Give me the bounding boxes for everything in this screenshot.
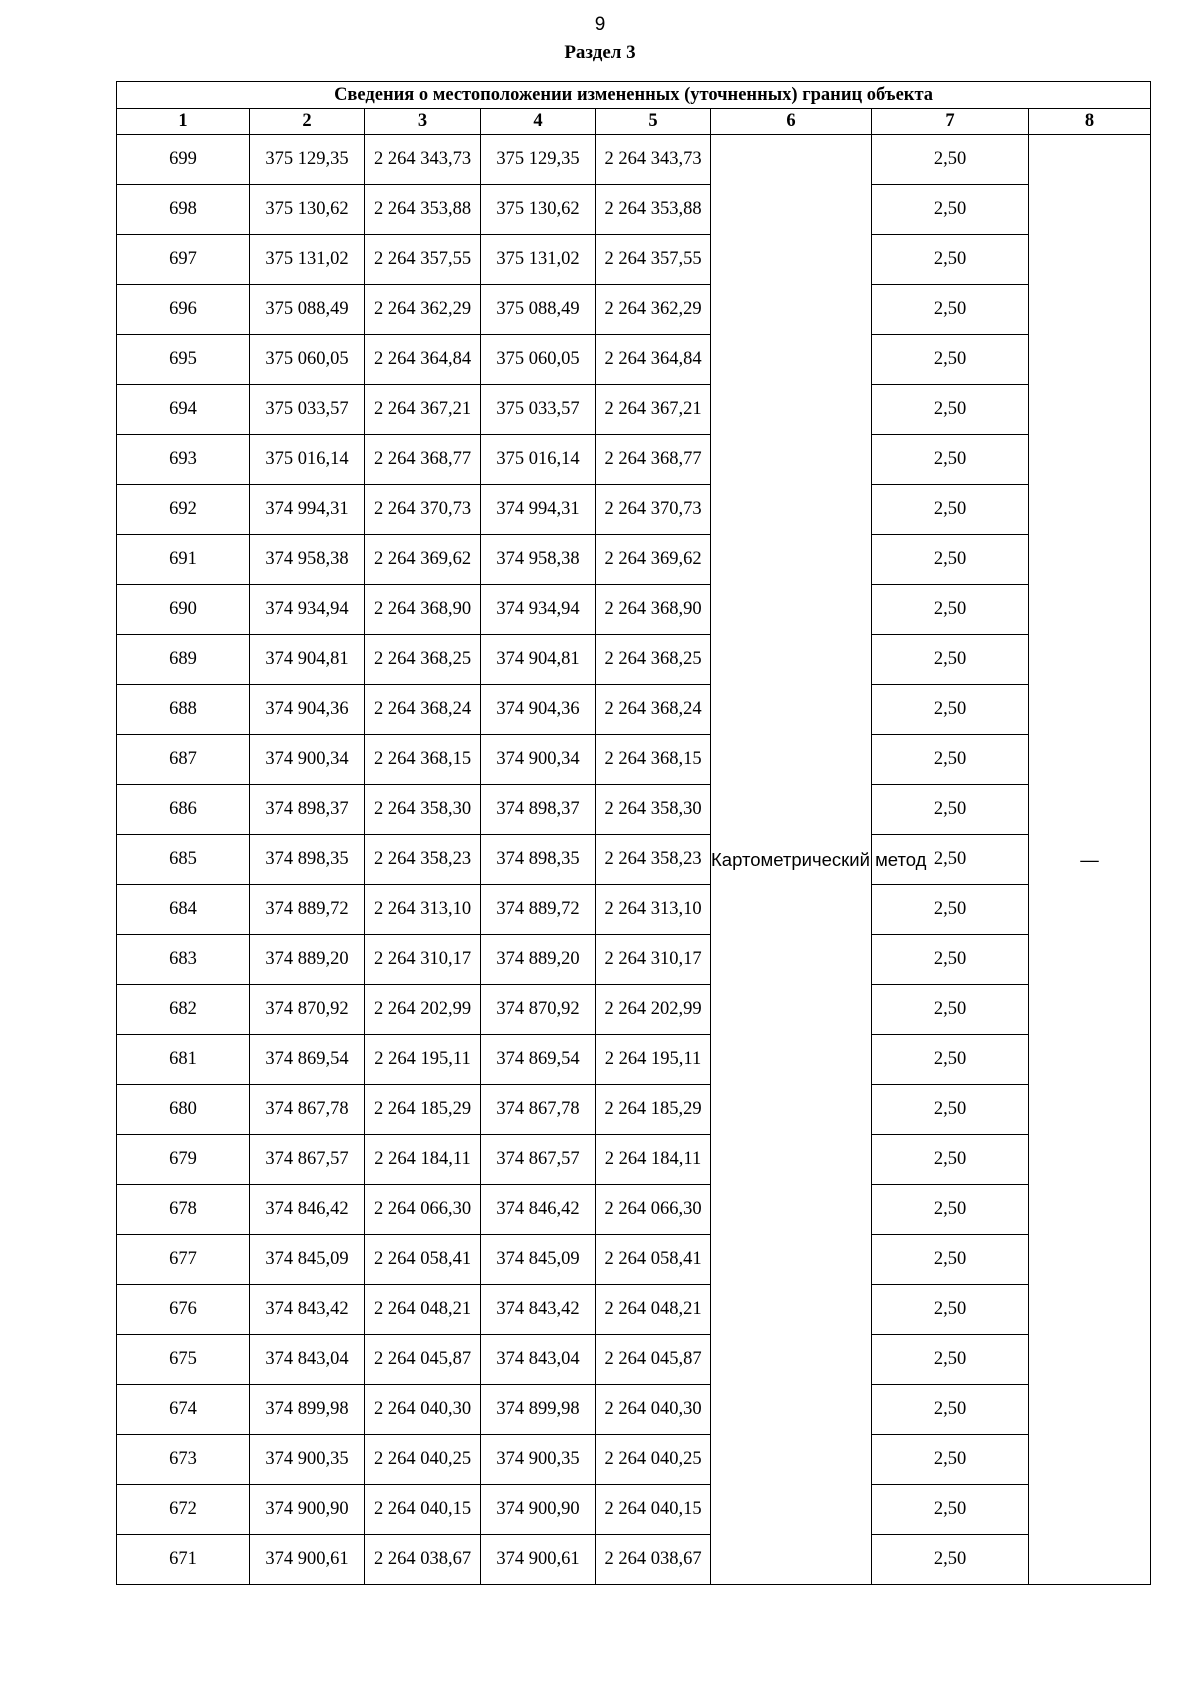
cell-accuracy: 2,50 bbox=[872, 535, 1029, 585]
cell-y-old: 2 264 185,29 bbox=[365, 1085, 481, 1135]
table-row bbox=[117, 585, 1151, 635]
cell-y-old: 2 264 368,77 bbox=[365, 435, 481, 485]
cell-point: 693 bbox=[117, 435, 250, 485]
cell-point: 684 bbox=[117, 885, 250, 935]
cell-y-old: 2 264 368,25 bbox=[365, 635, 481, 685]
cell-x-new: 375 060,05 bbox=[481, 335, 596, 385]
cell-y-old: 2 264 364,84 bbox=[365, 335, 481, 385]
cell-y-old: 2 264 353,88 bbox=[365, 185, 481, 235]
cell-accuracy: 2,50 bbox=[872, 985, 1029, 1035]
cell-x-old: 375 088,49 bbox=[250, 285, 365, 335]
column-number: 8 bbox=[1029, 109, 1151, 135]
cell-y-new: 2 264 038,67 bbox=[596, 1535, 711, 1585]
cell-y-new: 2 264 368,15 bbox=[596, 735, 711, 785]
cell-y-old: 2 264 367,21 bbox=[365, 385, 481, 435]
table-row bbox=[117, 1285, 1151, 1335]
cell-accuracy: 2,50 bbox=[872, 1385, 1029, 1435]
cell-accuracy: 2,50 bbox=[872, 885, 1029, 935]
cell-x-old: 374 994,31 bbox=[250, 485, 365, 535]
column-number: 6 bbox=[711, 109, 872, 135]
cell-y-old: 2 264 362,29 bbox=[365, 285, 481, 335]
cell-accuracy: 2,50 bbox=[872, 735, 1029, 785]
cell-y-new: 2 264 185,29 bbox=[596, 1085, 711, 1135]
cell-y-new: 2 264 040,30 bbox=[596, 1385, 711, 1435]
cell-y-new: 2 264 357,55 bbox=[596, 235, 711, 285]
cell-point: 698 bbox=[117, 185, 250, 235]
cell-accuracy: 2,50 bbox=[872, 1085, 1029, 1135]
cell-y-new: 2 264 040,15 bbox=[596, 1485, 711, 1535]
cell-x-new: 374 904,81 bbox=[481, 635, 596, 685]
cell-point: 680 bbox=[117, 1085, 250, 1135]
cell-x-new: 374 867,57 bbox=[481, 1135, 596, 1185]
cell-x-old: 374 889,20 bbox=[250, 935, 365, 985]
column-number: 3 bbox=[365, 109, 481, 135]
cell-point: 673 bbox=[117, 1435, 250, 1485]
cell-point: 675 bbox=[117, 1335, 250, 1385]
cell-accuracy: 2,50 bbox=[872, 1185, 1029, 1235]
column-number: 5 bbox=[596, 109, 711, 135]
cell-x-new: 375 016,14 bbox=[481, 435, 596, 485]
table-row bbox=[117, 1485, 1151, 1535]
cell-accuracy: 2,50 bbox=[872, 935, 1029, 985]
table-row bbox=[117, 335, 1151, 385]
cell-x-old: 374 843,04 bbox=[250, 1335, 365, 1385]
cell-point: 692 bbox=[117, 485, 250, 535]
section-title: Раздел 3 bbox=[564, 42, 636, 63]
cell-x-old: 375 016,14 bbox=[250, 435, 365, 485]
coordinates-table bbox=[116, 81, 1151, 1585]
cell-x-old: 374 898,37 bbox=[250, 785, 365, 835]
cell-y-old: 2 264 184,11 bbox=[365, 1135, 481, 1185]
column-number-row bbox=[117, 109, 1151, 135]
cell-y-old: 2 264 343,73 bbox=[365, 135, 481, 185]
cell-x-old: 374 899,98 bbox=[250, 1385, 365, 1435]
cell-x-old: 374 904,81 bbox=[250, 635, 365, 685]
table-row bbox=[117, 1235, 1151, 1285]
cell-x-old: 374 900,61 bbox=[250, 1535, 365, 1585]
table-row bbox=[117, 935, 1151, 985]
cell-y-new: 2 264 353,88 bbox=[596, 185, 711, 235]
table-row bbox=[117, 385, 1151, 435]
cell-y-old: 2 264 369,62 bbox=[365, 535, 481, 585]
cell-x-new: 374 904,36 bbox=[481, 685, 596, 735]
cell-accuracy: 2,50 bbox=[872, 485, 1029, 535]
cell-x-new: 374 843,04 bbox=[481, 1335, 596, 1385]
cell-accuracy: 2,50 bbox=[872, 1035, 1029, 1085]
table-row bbox=[117, 185, 1151, 235]
cell-point: 677 bbox=[117, 1235, 250, 1285]
cell-point: 685 bbox=[117, 835, 250, 885]
column-number: 7 bbox=[872, 109, 1029, 135]
cell-x-new: 374 889,72 bbox=[481, 885, 596, 935]
cell-x-new: 374 958,38 bbox=[481, 535, 596, 585]
cell-x-old: 374 845,09 bbox=[250, 1235, 365, 1285]
table-row bbox=[117, 235, 1151, 285]
cell-x-old: 374 898,35 bbox=[250, 835, 365, 885]
cell-y-new: 2 264 058,41 bbox=[596, 1235, 711, 1285]
cell-point: 681 bbox=[117, 1035, 250, 1085]
cell-y-old: 2 264 045,87 bbox=[365, 1335, 481, 1385]
table-row bbox=[117, 635, 1151, 685]
cell-y-old: 2 264 038,67 bbox=[365, 1535, 481, 1585]
cell-x-old: 375 060,05 bbox=[250, 335, 365, 385]
cell-y-new: 2 264 364,84 bbox=[596, 335, 711, 385]
cell-y-new: 2 264 369,62 bbox=[596, 535, 711, 585]
cell-accuracy: 2,50 bbox=[872, 1435, 1029, 1485]
cell-accuracy: 2,50 bbox=[872, 135, 1029, 185]
column-number: 1 bbox=[117, 109, 250, 135]
table-row bbox=[117, 835, 1151, 885]
cell-x-new: 374 846,42 bbox=[481, 1185, 596, 1235]
cell-accuracy: 2,50 bbox=[872, 785, 1029, 835]
cell-x-new: 374 845,09 bbox=[481, 1235, 596, 1285]
cell-x-new: 374 867,78 bbox=[481, 1085, 596, 1135]
cell-x-old: 374 867,78 bbox=[250, 1085, 365, 1135]
cell-x-old: 374 904,36 bbox=[250, 685, 365, 735]
cell-y-new: 2 264 368,90 bbox=[596, 585, 711, 635]
cell-accuracy: 2,50 bbox=[872, 685, 1029, 735]
table-row bbox=[117, 1335, 1151, 1385]
method-cell: Картометрический метод bbox=[711, 135, 872, 1585]
page-number: 9 bbox=[594, 14, 606, 35]
cell-point: 671 bbox=[117, 1535, 250, 1585]
cell-x-new: 374 900,61 bbox=[481, 1535, 596, 1585]
cell-x-old: 374 846,42 bbox=[250, 1185, 365, 1235]
cell-y-new: 2 264 343,73 bbox=[596, 135, 711, 185]
cell-y-new: 2 264 040,25 bbox=[596, 1435, 711, 1485]
cell-y-old: 2 264 358,23 bbox=[365, 835, 481, 885]
cell-x-old: 374 900,34 bbox=[250, 735, 365, 785]
cell-y-old: 2 264 040,30 bbox=[365, 1385, 481, 1435]
cell-y-old: 2 264 368,24 bbox=[365, 685, 481, 735]
cell-point: 697 bbox=[117, 235, 250, 285]
table-caption-row bbox=[117, 82, 1151, 109]
cell-y-old: 2 264 048,21 bbox=[365, 1285, 481, 1335]
cell-y-old: 2 264 202,99 bbox=[365, 985, 481, 1035]
cell-y-new: 2 264 362,29 bbox=[596, 285, 711, 335]
table-caption: Сведения о местоположении измененных (уточненных) границ объекта bbox=[117, 82, 1151, 109]
cell-x-old: 374 900,35 bbox=[250, 1435, 365, 1485]
cell-y-old: 2 264 370,73 bbox=[365, 485, 481, 535]
cell-x-new: 375 130,62 bbox=[481, 185, 596, 235]
cell-point: 682 bbox=[117, 985, 250, 1035]
cell-y-new: 2 264 358,30 bbox=[596, 785, 711, 835]
cell-y-old: 2 264 358,30 bbox=[365, 785, 481, 835]
cell-point: 691 bbox=[117, 535, 250, 585]
cell-x-new: 374 899,98 bbox=[481, 1385, 596, 1435]
cell-point: 678 bbox=[117, 1185, 250, 1235]
table-row bbox=[117, 785, 1151, 835]
cell-x-old: 374 843,42 bbox=[250, 1285, 365, 1335]
cell-accuracy: 2,50 bbox=[872, 1135, 1029, 1185]
cell-x-new: 374 900,35 bbox=[481, 1435, 596, 1485]
table-row bbox=[117, 135, 1151, 185]
cell-x-new: 375 033,57 bbox=[481, 385, 596, 435]
cell-accuracy: 2,50 bbox=[872, 1335, 1029, 1385]
cell-accuracy: 2,50 bbox=[872, 435, 1029, 485]
table-row bbox=[117, 985, 1151, 1035]
cell-accuracy: 2,50 bbox=[872, 585, 1029, 635]
cell-point: 689 bbox=[117, 635, 250, 685]
cell-y-new: 2 264 367,21 bbox=[596, 385, 711, 435]
cell-x-old: 374 900,90 bbox=[250, 1485, 365, 1535]
cell-point: 688 bbox=[117, 685, 250, 735]
cell-x-new: 374 900,90 bbox=[481, 1485, 596, 1535]
cell-x-new: 374 934,94 bbox=[481, 585, 596, 635]
cell-y-old: 2 264 058,41 bbox=[365, 1235, 481, 1285]
column-number: 2 bbox=[250, 109, 365, 135]
cell-y-new: 2 264 313,10 bbox=[596, 885, 711, 935]
cell-point: 687 bbox=[117, 735, 250, 785]
cell-point: 674 bbox=[117, 1385, 250, 1435]
table-row bbox=[117, 1085, 1151, 1135]
table-row bbox=[117, 1385, 1151, 1435]
cell-x-new: 375 129,35 bbox=[481, 135, 596, 185]
cell-point: 696 bbox=[117, 285, 250, 335]
cell-y-new: 2 264 045,87 bbox=[596, 1335, 711, 1385]
cell-accuracy: 2,50 bbox=[872, 1235, 1029, 1285]
table-row bbox=[117, 285, 1151, 335]
cell-point: 694 bbox=[117, 385, 250, 435]
cell-x-new: 374 994,31 bbox=[481, 485, 596, 535]
cell-accuracy: 2,50 bbox=[872, 835, 1029, 885]
column-number: 4 bbox=[481, 109, 596, 135]
cell-x-new: 374 870,92 bbox=[481, 985, 596, 1035]
cell-y-new: 2 264 202,99 bbox=[596, 985, 711, 1035]
cell-y-old: 2 264 040,25 bbox=[365, 1435, 481, 1485]
table-row bbox=[117, 1435, 1151, 1485]
cell-x-new: 374 898,37 bbox=[481, 785, 596, 835]
cell-y-new: 2 264 368,25 bbox=[596, 635, 711, 685]
table-row bbox=[117, 885, 1151, 935]
cell-y-new: 2 264 195,11 bbox=[596, 1035, 711, 1085]
cell-y-old: 2 264 368,15 bbox=[365, 735, 481, 785]
cell-y-new: 2 264 370,73 bbox=[596, 485, 711, 535]
cell-x-old: 375 129,35 bbox=[250, 135, 365, 185]
cell-accuracy: 2,50 bbox=[872, 1285, 1029, 1335]
cell-y-old: 2 264 313,10 bbox=[365, 885, 481, 935]
cell-y-old: 2 264 357,55 bbox=[365, 235, 481, 285]
cell-x-old: 374 934,94 bbox=[250, 585, 365, 635]
cell-x-new: 374 900,34 bbox=[481, 735, 596, 785]
cell-point: 679 bbox=[117, 1135, 250, 1185]
cell-y-new: 2 264 066,30 bbox=[596, 1185, 711, 1235]
cell-accuracy: 2,50 bbox=[872, 235, 1029, 285]
cell-x-old: 374 889,72 bbox=[250, 885, 365, 935]
cell-x-new: 375 088,49 bbox=[481, 285, 596, 335]
cell-y-new: 2 264 368,77 bbox=[596, 435, 711, 485]
cell-y-new: 2 264 048,21 bbox=[596, 1285, 711, 1335]
cell-x-old: 374 958,38 bbox=[250, 535, 365, 585]
cell-accuracy: 2,50 bbox=[872, 185, 1029, 235]
cell-x-new: 374 898,35 bbox=[481, 835, 596, 885]
cell-point: 672 bbox=[117, 1485, 250, 1535]
cell-y-old: 2 264 368,90 bbox=[365, 585, 481, 635]
cell-point: 686 bbox=[117, 785, 250, 835]
table-row bbox=[117, 1535, 1151, 1585]
cell-accuracy: 2,50 bbox=[872, 1535, 1029, 1585]
table-body bbox=[117, 135, 1151, 1585]
cell-y-new: 2 264 310,17 bbox=[596, 935, 711, 985]
cell-x-old: 375 130,62 bbox=[250, 185, 365, 235]
cell-y-old: 2 264 066,30 bbox=[365, 1185, 481, 1235]
table-row bbox=[117, 485, 1151, 535]
cell-accuracy: 2,50 bbox=[872, 1485, 1029, 1535]
description-cell: — bbox=[1029, 135, 1151, 1585]
cell-y-new: 2 264 358,23 bbox=[596, 835, 711, 885]
table-row bbox=[117, 535, 1151, 585]
table-row bbox=[117, 1035, 1151, 1085]
cell-y-old: 2 264 310,17 bbox=[365, 935, 481, 985]
cell-y-old: 2 264 195,11 bbox=[365, 1035, 481, 1085]
cell-point: 695 bbox=[117, 335, 250, 385]
cell-point: 699 bbox=[117, 135, 250, 185]
table-row bbox=[117, 735, 1151, 785]
table-row bbox=[117, 1135, 1151, 1185]
cell-accuracy: 2,50 bbox=[872, 335, 1029, 385]
cell-point: 676 bbox=[117, 1285, 250, 1335]
cell-x-old: 375 033,57 bbox=[250, 385, 365, 435]
cell-x-old: 374 869,54 bbox=[250, 1035, 365, 1085]
table-row bbox=[117, 1185, 1151, 1235]
cell-x-new: 374 869,54 bbox=[481, 1035, 596, 1085]
table-row bbox=[117, 685, 1151, 735]
cell-x-new: 374 889,20 bbox=[481, 935, 596, 985]
cell-accuracy: 2,50 bbox=[872, 635, 1029, 685]
cell-y-new: 2 264 368,24 bbox=[596, 685, 711, 735]
cell-y-new: 2 264 184,11 bbox=[596, 1135, 711, 1185]
table-row bbox=[117, 435, 1151, 485]
cell-x-old: 374 867,57 bbox=[250, 1135, 365, 1185]
cell-x-old: 375 131,02 bbox=[250, 235, 365, 285]
cell-accuracy: 2,50 bbox=[872, 285, 1029, 335]
cell-y-old: 2 264 040,15 bbox=[365, 1485, 481, 1535]
cell-point: 683 bbox=[117, 935, 250, 985]
cell-accuracy: 2,50 bbox=[872, 385, 1029, 435]
cell-point: 690 bbox=[117, 585, 250, 635]
cell-x-new: 375 131,02 bbox=[481, 235, 596, 285]
cell-x-old: 374 870,92 bbox=[250, 985, 365, 1035]
cell-x-new: 374 843,42 bbox=[481, 1285, 596, 1335]
